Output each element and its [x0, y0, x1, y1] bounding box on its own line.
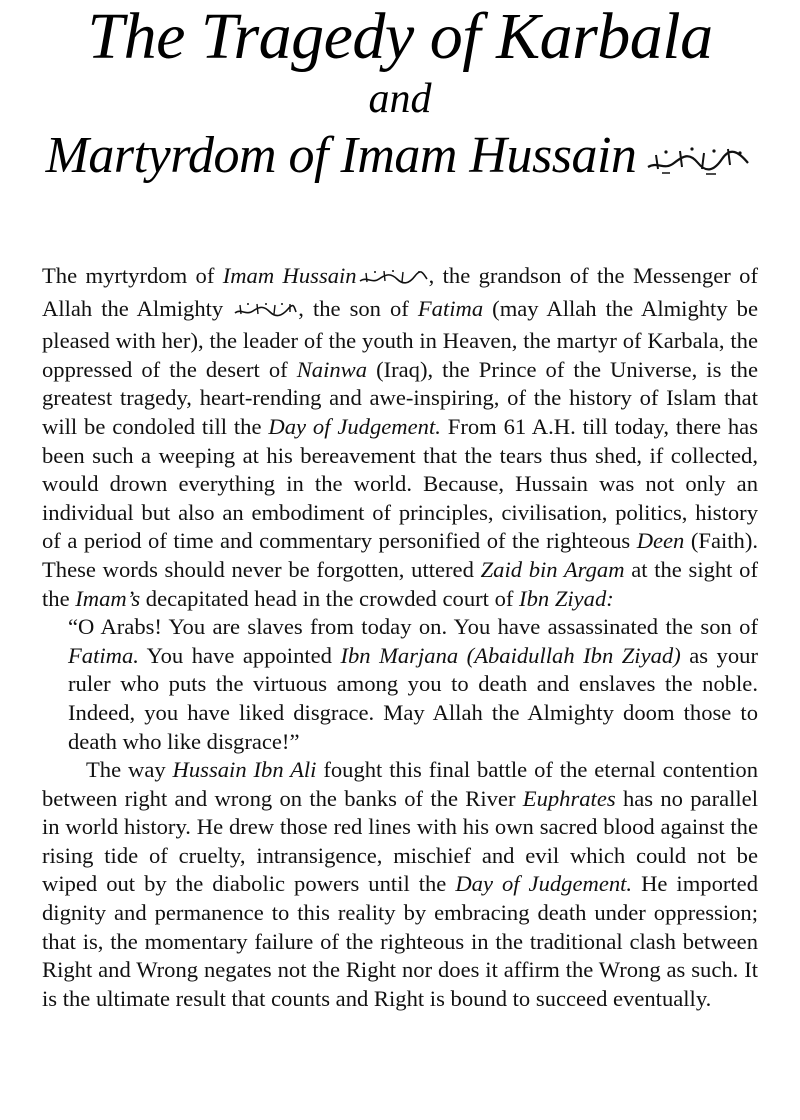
italic-name: Imam’s — [75, 585, 141, 611]
arabic-honorific-calligraphy-icon — [644, 143, 754, 177]
italic-name: Nainwa — [296, 356, 368, 382]
block-quote — [68, 613, 758, 756]
italic-name: Ibn Marjana (Abaidullah Ibn Ziyad) — [340, 642, 681, 668]
paragraph-2 — [42, 756, 758, 1013]
italic-name: Deen — [636, 528, 685, 554]
text-span: The myrtyrdom of — [42, 263, 223, 288]
italic-name: Fatima — [417, 295, 484, 321]
text-span: , the grandson of the Messenger of Allah the Almighty — [42, 263, 759, 321]
text-span: as your ruler who puts the virtuous among you to death and enslaves the noble. Indeed, you have liked disgrace. May Allah the Almighty doom those to death who like disgrace!” — [68, 642, 758, 754]
italic-name: Hussain Ibn Ali — [172, 757, 317, 783]
chapter-title — [0, 0, 800, 240]
italic-name: Imam Hussain — [222, 263, 357, 288]
text-span: You have appointed — [138, 642, 341, 668]
text-span: , the son of — [298, 295, 418, 321]
text-span: decapitated head in the crowded court of — [140, 585, 520, 611]
text-span: at the sight of the — [42, 556, 758, 611]
text-span: The way — [86, 757, 173, 783]
italic-name: Ibn Ziyad: — [519, 585, 614, 611]
text-span: From 61 A.H. till today, there has been such a weeping at his bereavement that the tears thus shed, if collected, would drown everything in the world. Because, Hussain was not only an individual but also an embodiment of principles, civilisation, politics, history of a period of time and commentary personified of the righteous — [42, 413, 758, 554]
italic-name: Fatima. — [68, 642, 139, 668]
text-span: He imported dignity and permanence to this reality by embracing death under oppression; that is, the momentary failure of the righteous in the traditional clash between Right and Wrong negates not the Right nor does it affirm the Wrong as such. It is the ultimate result that counts and Right is bound to succeed eventually. — [42, 871, 758, 1011]
text-span: fought this final battle of the eternal contention between right and wrong on the banks of the River — [42, 757, 758, 811]
italic-name: Euphrates — [522, 785, 616, 811]
arabic-salutation-calligraphy-icon — [232, 299, 298, 328]
text-span: (Faith). These words should never be forgotten, uttered — [42, 528, 758, 582]
text-span: (Iraq), the Prince of the Universe, is the greatest tragedy, heart-rending and awe-inspiring, of the history of Islam that will be condoled till the — [42, 356, 758, 439]
text-span: “O Arabs! You are slaves from today on. You have assassinated the son of — [68, 614, 758, 640]
italic-name: Zaid bin Argam — [480, 556, 625, 582]
italic-name: Day of Judgement. — [268, 413, 441, 439]
title-line-2: and — [368, 76, 432, 122]
arabic-honorific-calligraphy-icon — [357, 266, 429, 295]
italic-name: Day of Judgement. — [455, 871, 633, 897]
title-line-3 — [0, 127, 800, 184]
body-text — [42, 262, 758, 1013]
title-line-1: The Tragedy of Karbala — [87, 0, 713, 73]
text-span: (may Allah the Almighty be pleased with her), the leader of the youth in Heaven, the martyr of Karbala, the oppressed of the desert of — [42, 295, 758, 382]
title-line-3-text: Martyrdom of Imam Hussain — [45, 127, 637, 184]
paragraph-1 — [42, 262, 758, 613]
text-span: has no parallel in world history. He drew those red lines with his own sacred blood against the rising tide of cruelty, intransigence, mischief and evil which could not be wiped out by the diabolic powers until the — [42, 785, 758, 897]
